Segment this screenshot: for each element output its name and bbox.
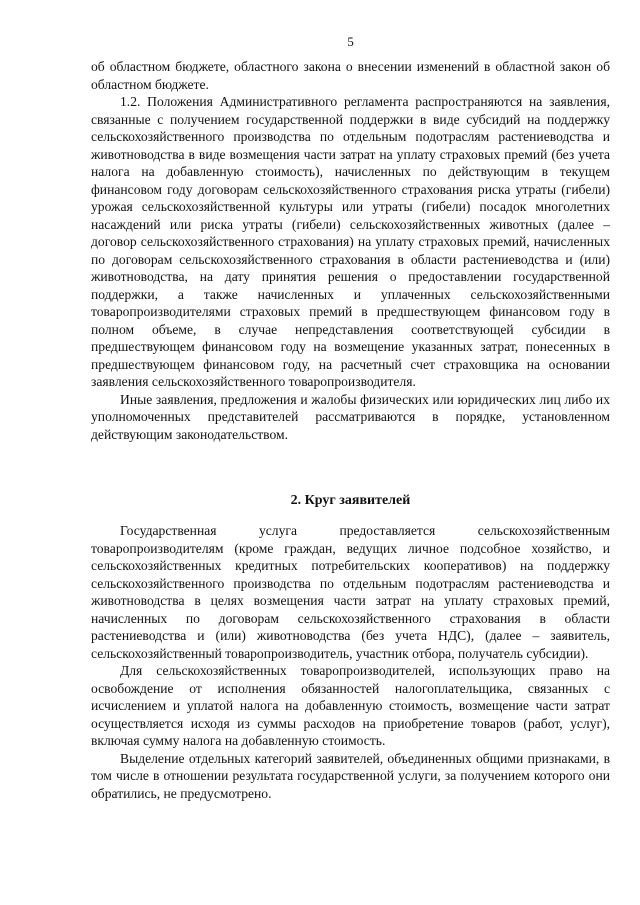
- section-2-text: [91, 522, 610, 802]
- paragraph-continuation: об областном бюджете, областного закона о внесении изменений в областной закон об областном бюджете.: [91, 59, 610, 92]
- page-number: 5: [347, 34, 354, 49]
- section-heading-applicants: 2. Круг заявителей: [290, 493, 411, 508]
- paragraph-vat-exemption: Для сельскохозяйственных товаропроизводителей, использующих право на освобождение от исполнения обязанностей налогоплательщика, связанных с исчислением и уплатой налога на добавленную стоимость, возмещение части затрат осуществляется исходя из суммы расходов на приобретение товаров (работ, услуг), включая сумму налога на добавленную стоимость.: [91, 663, 610, 748]
- paragraph-other-applications: Иные заявления, предложения и жалобы физических или юридических лиц либо их уполномоченных представителей рассматриваются в порядке, установленном действующим законодательством.: [91, 391, 610, 442]
- paragraph-1-2: 1.2. Положения Административного регламента распространяются на заявления, связанные с получением государственной поддержки в виде субсидий на поддержку сельскохозяйственного производства по отдельным подотраслям растениеводства и животноводства в виде возмещения части затрат на уплату страховых премий (без учета налога на добавленную стоимость), начисленных по действующим в текущем финансовом году договорам сельскохозяйственного страхования риска утраты (гибели) урожая сельскохозяйственной культуры или утраты (гибели) посадок многолетних насаждений или риска утраты (гибели) сельскохозяйственных животных (далее – договор сельскохозяйственного страхования) на уплату страховых премий, начисленных по договорам сельскохозяйственного страхования в области растениеводства и (или) животноводства, на дату принятия решения о предоставлении государственной поддержки, а также начисленных и уплаченных сельскохозяйственными товаропроизводителями страховых премий в предшествующем финансовом году в полном объеме, в случае непредставления соответствующей субсидии в предшествующем финансовом году на возмещение указанных затрат, понесенных в предшествующем финансовом году, на расчетный счет страховщика на основании заявления сельскохозяйственного товаропроизводителя.: [91, 94, 610, 389]
- paragraph-categories: Выделение отдельных категорий заявителей, объединенных общими признаками, в том числе в отношении результата государственной услуги, за получением которого они обратились, не предусмотрено.: [91, 750, 610, 801]
- section-1-text: [91, 58, 610, 443]
- paragraph-service-provision: Государственная услуга предоставляется сельскохозяйственным товаропроизводителям (кроме граждан, ведущих личное подсобное хозяйство, и сельскохозяйственных кредитных потребительских кооперативов) на поддержку сельскохозяйственного производства по отдельным подотраслям растениеводства и животноводства в целях возмещения части затрат на уплату страховых премий, начисленных по договорам сельскохозяйственного страхования в области растениеводства и (или) животноводства (без учета НДС), (далее – заявитель, сельскохозяйственный товаропроизводитель, участник отбора, получатель субсидии).: [91, 523, 610, 661]
